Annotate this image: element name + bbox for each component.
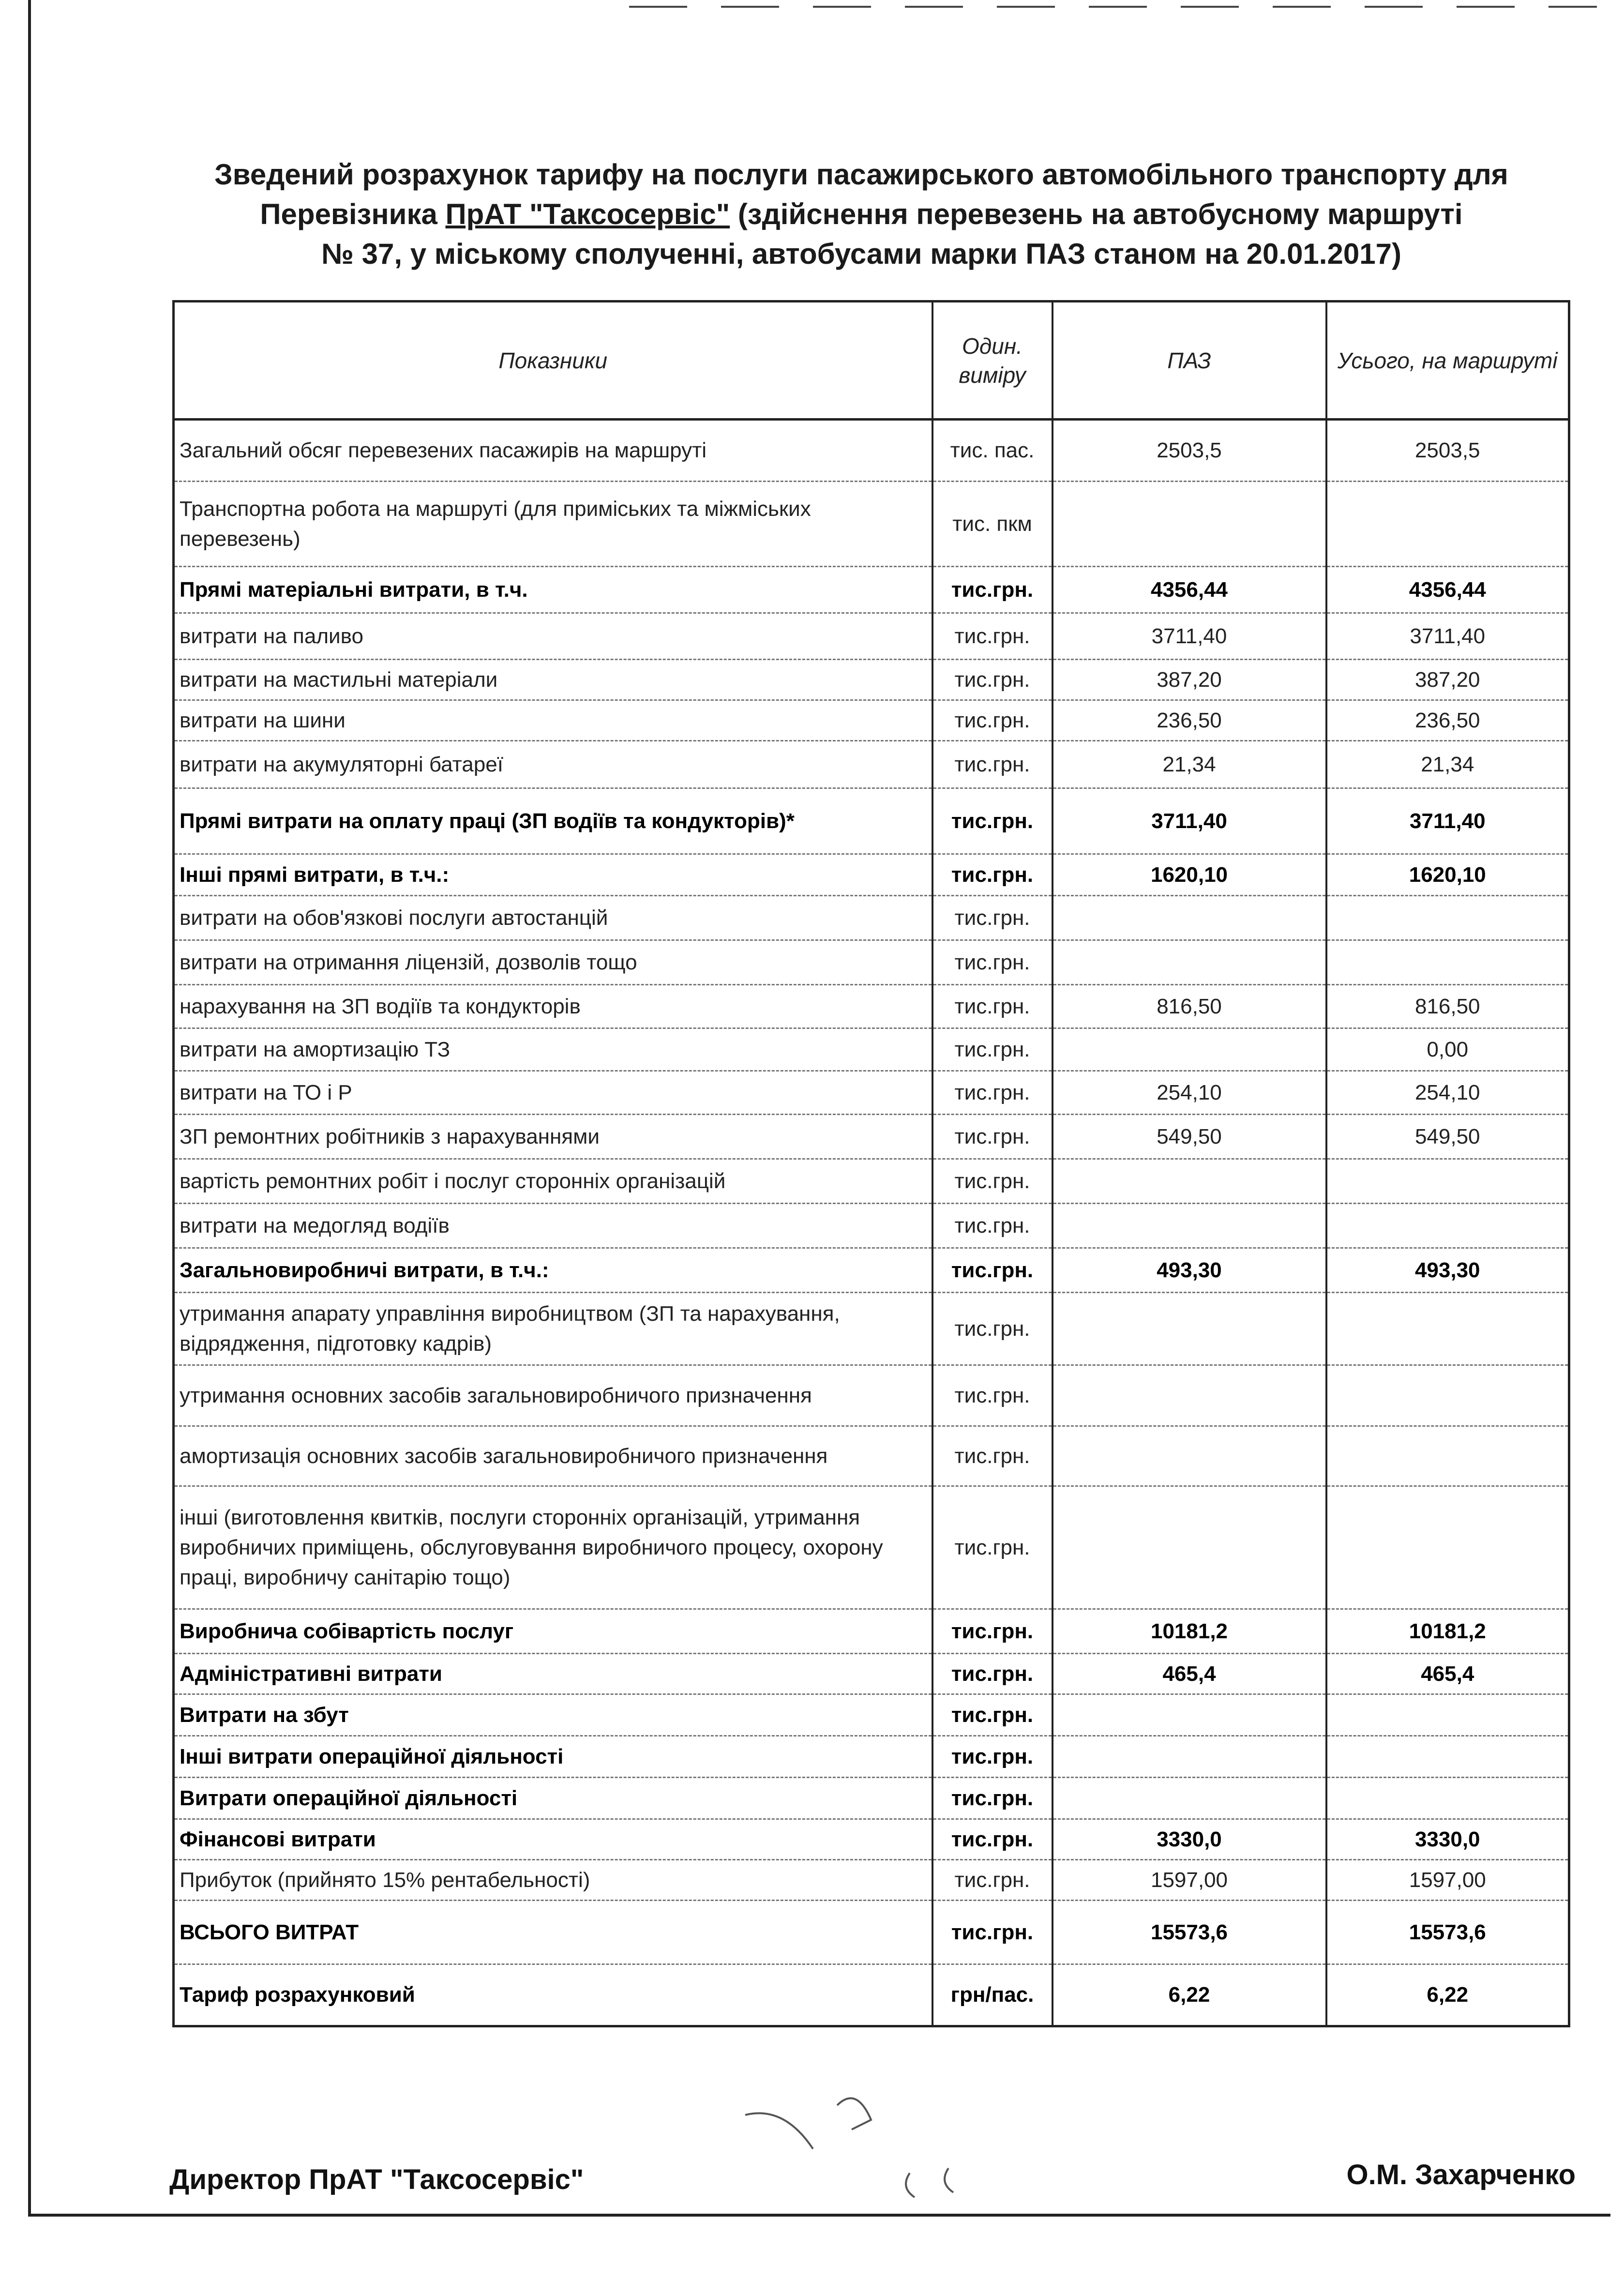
row-unit: тис.грн. xyxy=(932,1694,1053,1736)
row-unit: тис.грн. xyxy=(932,1736,1053,1778)
row-total-value: 3711,40 xyxy=(1326,788,1569,854)
row-label: амортизація основних засобів загальновиробничого призначення xyxy=(174,1426,932,1486)
table-row xyxy=(174,985,1569,1028)
row-label: витрати на акумуляторні батареї xyxy=(174,741,932,788)
row-unit: тис.грн. xyxy=(932,1426,1053,1486)
row-total-value xyxy=(1326,1204,1569,1248)
row-total-value xyxy=(1326,1694,1569,1736)
row-label: Адміністративні витрати xyxy=(174,1654,932,1694)
header-unit: Один. виміру xyxy=(932,302,1053,420)
table-row xyxy=(174,1204,1569,1248)
row-paz-value: 465,4 xyxy=(1053,1654,1326,1694)
page-bottom-border xyxy=(28,2214,1610,2217)
row-label: витрати на мастильні матеріали xyxy=(174,660,932,700)
table-row xyxy=(174,1071,1569,1115)
row-unit: тис.грн. xyxy=(932,700,1053,741)
row-total-value xyxy=(1326,896,1569,940)
row-paz-value xyxy=(1053,1159,1326,1204)
row-unit: тис.грн. xyxy=(932,1901,1053,1964)
row-total-value: 10181,2 xyxy=(1326,1609,1569,1654)
row-total-value xyxy=(1326,1365,1569,1426)
row-paz-value xyxy=(1053,1365,1326,1426)
row-label: вартість ремонтних робіт і послуг сторонніх організацій xyxy=(174,1159,932,1204)
table-row xyxy=(174,1901,1569,1964)
row-unit: грн/пас. xyxy=(932,1964,1053,2026)
row-paz-value: 549,50 xyxy=(1053,1115,1326,1159)
row-total-value xyxy=(1326,1736,1569,1778)
table-row xyxy=(174,940,1569,985)
page-left-border xyxy=(28,0,31,2217)
table-row xyxy=(174,1115,1569,1159)
table-row xyxy=(174,1365,1569,1426)
table-row xyxy=(174,420,1569,482)
row-total-value: 493,30 xyxy=(1326,1248,1569,1293)
row-label: Тариф розрахунковий xyxy=(174,1964,932,2026)
table-row xyxy=(174,1736,1569,1778)
row-label: утримання основних засобів загальновиробничого призначення xyxy=(174,1365,932,1426)
row-paz-value: 387,20 xyxy=(1053,660,1326,700)
row-label: Фінансові витрати xyxy=(174,1819,932,1860)
row-paz-value xyxy=(1053,896,1326,940)
row-label: витрати на медогляд водіїв xyxy=(174,1204,932,1248)
row-label: Витрати на збут xyxy=(174,1694,932,1736)
row-unit: тис.грн. xyxy=(932,896,1053,940)
table-row xyxy=(174,1486,1569,1609)
row-unit: тис.грн. xyxy=(932,1028,1053,1071)
row-paz-value: 6,22 xyxy=(1053,1964,1326,2026)
row-unit: тис. пкм xyxy=(932,482,1053,567)
row-unit: тис.грн. xyxy=(932,985,1053,1028)
title-line-2-prefix: Перевізника xyxy=(260,198,446,230)
title-line-2-suffix: (здійснення перевезень на автобусному маршруті xyxy=(730,198,1463,230)
director-title: Директор ПрАТ "Таксосервіс" xyxy=(169,2164,584,2195)
row-paz-value xyxy=(1053,1028,1326,1071)
row-unit: тис.грн. xyxy=(932,1159,1053,1204)
row-paz-value: 15573,6 xyxy=(1053,1901,1326,1964)
row-paz-value: 10181,2 xyxy=(1053,1609,1326,1654)
row-total-value xyxy=(1326,1426,1569,1486)
row-unit: тис.грн. xyxy=(932,1248,1053,1293)
title-line-1: Зведений розрахунок тарифу на послуги пасажирського автомобільного транспорту для xyxy=(214,158,1508,191)
row-label: Інші прямі витрати, в т.ч.: xyxy=(174,854,932,896)
row-paz-value: 1597,00 xyxy=(1053,1860,1326,1901)
row-unit: тис.грн. xyxy=(932,1204,1053,1248)
row-total-value: 4356,44 xyxy=(1326,567,1569,613)
title-line-2 xyxy=(160,195,1563,234)
table-row xyxy=(174,854,1569,896)
row-paz-value: 3711,40 xyxy=(1053,788,1326,854)
table-row xyxy=(174,1819,1569,1860)
row-total-value xyxy=(1326,940,1569,985)
row-label: Прямі витрати на оплату праці (ЗП водіїв та кондукторів)* xyxy=(174,788,932,854)
row-paz-value: 4356,44 xyxy=(1053,567,1326,613)
row-total-value xyxy=(1326,1159,1569,1204)
table-row xyxy=(174,1860,1569,1901)
row-label: ВСЬОГО ВИТРАТ xyxy=(174,1901,932,1964)
table-row xyxy=(174,482,1569,567)
row-paz-value xyxy=(1053,940,1326,985)
document-title xyxy=(160,155,1563,274)
row-label: Загальновиробничі витрати, в т.ч.: xyxy=(174,1248,932,1293)
row-label: витрати на ТО і Р xyxy=(174,1071,932,1115)
row-total-value xyxy=(1326,1293,1569,1365)
table-row xyxy=(174,1778,1569,1819)
row-label: Транспортна робота на маршруті (для приміських та міжміських перевезень) xyxy=(174,482,932,567)
header-total: Усього, на маршруті xyxy=(1326,302,1569,420)
table-header-row xyxy=(174,302,1569,420)
row-paz-value xyxy=(1053,1694,1326,1736)
table-row xyxy=(174,1159,1569,1204)
row-unit: тис.грн. xyxy=(932,1778,1053,1819)
row-paz-value xyxy=(1053,1204,1326,1248)
row-paz-value xyxy=(1053,1293,1326,1365)
table-row xyxy=(174,1964,1569,2026)
row-unit: тис. пас. xyxy=(932,420,1053,482)
row-unit: тис.грн. xyxy=(932,1819,1053,1860)
table-row xyxy=(174,896,1569,940)
signature-scribble xyxy=(726,2076,1016,2202)
row-total-value xyxy=(1326,1778,1569,1819)
table-row xyxy=(174,1694,1569,1736)
row-unit: тис.грн. xyxy=(932,854,1053,896)
table-row xyxy=(174,1426,1569,1486)
row-label: Прямі матеріальні витрати, в т.ч. xyxy=(174,567,932,613)
row-label: Інші витрати операційної діяльності xyxy=(174,1736,932,1778)
table-row xyxy=(174,1293,1569,1365)
row-unit: тис.грн. xyxy=(932,1365,1053,1426)
row-unit: тис.грн. xyxy=(932,613,1053,660)
table-row xyxy=(174,741,1569,788)
row-label: Загальний обсяг перевезених пасажирів на маршруті xyxy=(174,420,932,482)
row-total-value xyxy=(1326,1486,1569,1609)
row-paz-value xyxy=(1053,1736,1326,1778)
row-unit: тис.грн. xyxy=(932,1115,1053,1159)
row-label: ЗП ремонтних робітників з нарахуваннями xyxy=(174,1115,932,1159)
row-total-value: 2503,5 xyxy=(1326,420,1569,482)
table-row xyxy=(174,660,1569,700)
table-row xyxy=(174,567,1569,613)
row-total-value: 1597,00 xyxy=(1326,1860,1569,1901)
table-row xyxy=(174,613,1569,660)
signer-name: О.М. Захарченко xyxy=(1346,2159,1576,2190)
row-paz-value xyxy=(1053,1426,1326,1486)
row-total-value: 465,4 xyxy=(1326,1654,1569,1694)
row-label: Прибуток (прийнято 15% рентабельності) xyxy=(174,1860,932,1901)
carrier-name: ПрАТ "Таксосервіс" xyxy=(445,198,730,230)
row-unit: тис.грн. xyxy=(932,940,1053,985)
row-paz-value: 254,10 xyxy=(1053,1071,1326,1115)
row-label: витрати на амортизацію ТЗ xyxy=(174,1028,932,1071)
header-indicator: Показники xyxy=(174,302,932,420)
row-unit: тис.грн. xyxy=(932,1609,1053,1654)
row-total-value: 816,50 xyxy=(1326,985,1569,1028)
row-label: Витрати операційної діяльності xyxy=(174,1778,932,1819)
row-label: витрати на паливо xyxy=(174,613,932,660)
row-unit: тис.грн. xyxy=(932,1654,1053,1694)
row-unit: тис.грн. xyxy=(932,741,1053,788)
row-label: витрати на шини xyxy=(174,700,932,741)
scan-top-rule xyxy=(629,6,1597,8)
row-paz-value xyxy=(1053,1778,1326,1819)
header-paz: ПАЗ xyxy=(1053,302,1326,420)
row-paz-value: 816,50 xyxy=(1053,985,1326,1028)
row-total-value: 1620,10 xyxy=(1326,854,1569,896)
row-paz-value: 236,50 xyxy=(1053,700,1326,741)
row-total-value: 3711,40 xyxy=(1326,613,1569,660)
table-row xyxy=(174,700,1569,741)
row-total-value xyxy=(1326,482,1569,567)
row-label: витрати на обов'язкові послуги автостанцій xyxy=(174,896,932,940)
table-row xyxy=(174,1028,1569,1071)
row-total-value: 254,10 xyxy=(1326,1071,1569,1115)
row-total-value: 236,50 xyxy=(1326,700,1569,741)
row-total-value: 549,50 xyxy=(1326,1115,1569,1159)
row-unit: тис.грн. xyxy=(932,1486,1053,1609)
tariff-table xyxy=(172,300,1570,2027)
row-unit: тис.грн. xyxy=(932,788,1053,854)
row-total-value: 3330,0 xyxy=(1326,1819,1569,1860)
row-unit: тис.грн. xyxy=(932,660,1053,700)
row-label: інші (виготовлення квитків, послуги сторонніх організацій, утримання виробничих приміщень, обслуговування виробничого процесу, охорону праці, виробничу санітарію тощо) xyxy=(174,1486,932,1609)
table-row xyxy=(174,1248,1569,1293)
row-unit: тис.грн. xyxy=(932,567,1053,613)
table-row xyxy=(174,788,1569,854)
row-total-value: 21,34 xyxy=(1326,741,1569,788)
row-paz-value xyxy=(1053,1486,1326,1609)
row-label: утримання апарату управління виробництвом (ЗП та нарахування, відрядження, підготовку кадрів) xyxy=(174,1293,932,1365)
row-paz-value: 21,34 xyxy=(1053,741,1326,788)
row-paz-value xyxy=(1053,482,1326,567)
row-label: нарахування на ЗП водіїв та кондукторів xyxy=(174,985,932,1028)
row-paz-value: 2503,5 xyxy=(1053,420,1326,482)
table-row xyxy=(174,1609,1569,1654)
row-total-value: 0,00 xyxy=(1326,1028,1569,1071)
row-paz-value: 3330,0 xyxy=(1053,1819,1326,1860)
title-line-3: № 37, у міському сполученні, автобусами марки ПАЗ станом на 20.01.2017) xyxy=(321,238,1401,270)
row-unit: тис.грн. xyxy=(932,1071,1053,1115)
row-label: Виробнича собівартість послуг xyxy=(174,1609,932,1654)
row-total-value: 387,20 xyxy=(1326,660,1569,700)
row-unit: тис.грн. xyxy=(932,1860,1053,1901)
row-total-value: 15573,6 xyxy=(1326,1901,1569,1964)
row-total-value: 6,22 xyxy=(1326,1964,1569,2026)
row-paz-value: 1620,10 xyxy=(1053,854,1326,896)
table-row xyxy=(174,1654,1569,1694)
row-label: витрати на отримання ліцензій, дозволів тощо xyxy=(174,940,932,985)
row-paz-value: 3711,40 xyxy=(1053,613,1326,660)
row-unit: тис.грн. xyxy=(932,1293,1053,1365)
row-paz-value: 493,30 xyxy=(1053,1248,1326,1293)
table-body xyxy=(174,420,1569,2026)
